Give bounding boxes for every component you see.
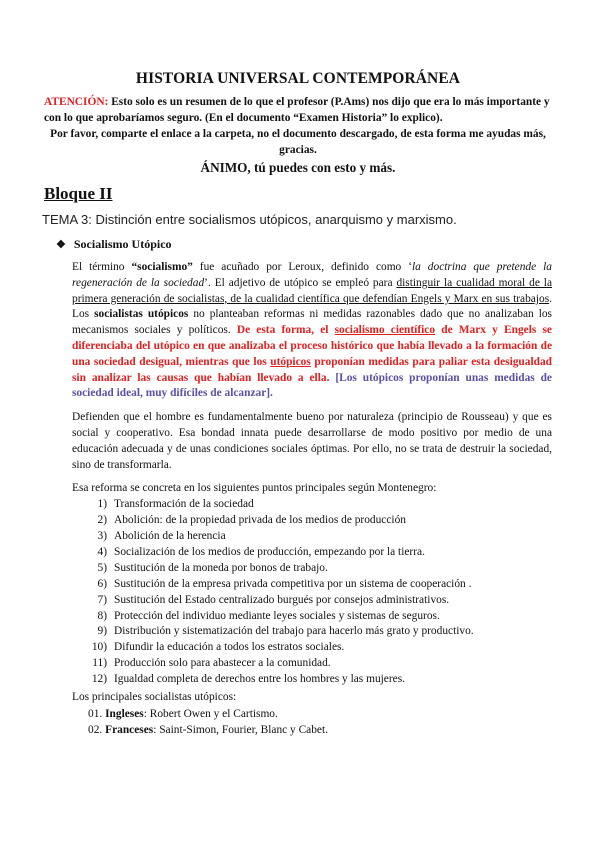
bloque-heading: Bloque II: [44, 184, 113, 203]
text-run: no planteaban reformas ni medidas razonables dado que no analizaban los mecanismos sociales y políticos.: [72, 308, 552, 337]
paragraph-socialismo: [72, 260, 552, 402]
list-item: 3) Abolición de la herencia: [97, 529, 226, 542]
tema-heading: TEMA 3: Distinción entre socialismos utópicos, anarquismo y marxismo.: [42, 212, 457, 227]
red-run: de Marx y Engels se diferenciaba del utópico en que analizaba el proceso histórico que había llevado a la formación de una sociedad desigual, mientras que los: [72, 324, 552, 368]
paragraph-bondad: Defienden que el hombre es fundamentalmente bueno por naturaleza (principio de Rousseau) y que es social y cooperativo. Esa bondad innata puede desarrollarse de modo positivo por medio de una educación adecuada y de unas condiciones sociales óptimas. Por ello, no se trata de destruir la sociedad, sino de transformarla.: [72, 411, 552, 471]
diamond-bullet-icon: ❖: [56, 239, 66, 251]
document-page: [44, 70, 552, 738]
points-intro: Esa reforma se concreta en los siguientes puntos principales según Montenegro:: [72, 482, 437, 495]
list-item: 4) Socialización de los medios de producción, empezando por la tierra.: [97, 545, 425, 558]
list-item: 12) Igualdad completa de derechos entre los hombres y las mujeres.: [91, 673, 405, 686]
list-item: 10) Difundir la educación a todos los estratos sociales.: [91, 641, 345, 654]
authors-list: [88, 706, 552, 738]
red-underlined-run: socialismo científico: [334, 324, 436, 337]
text-run: El término: [72, 261, 132, 273]
list-item: 2) Abolición: de la propiedad privada de los medios de producción: [97, 514, 406, 527]
text-run: . Los: [72, 292, 552, 321]
notice-paragraph: [44, 94, 552, 126]
list-item: 02. Franceses: Saint-Simon, Fourier, Blanc y Cabet.: [88, 723, 329, 736]
list-item: 5) Sustitución de la moneda por bonos de trabajo.: [97, 561, 328, 574]
list-item: 7) Sustitución del Estado centralizado burgués por consejos administrativos.: [97, 593, 450, 606]
list-item: 6) Sustitución de la empresa privada competitiva por un sistema de cooperación .: [97, 577, 472, 590]
encouragement: ÁNIMO, tú puedes con esto y más.: [200, 160, 396, 175]
text-run: fue acuñado por Leroux, definido como ‘: [192, 261, 412, 273]
list-item: 9) Distribución y sistematización del trabajo para hacerlo más grato y productivo.: [97, 625, 474, 638]
underlined-run: distinguir la cualidad moral de la primera generación de socialistas, de la cualidad científica que defendían Engels y Marx en sus trabajos: [72, 276, 553, 305]
notice-label: ATENCIÓN:: [44, 96, 109, 108]
notice-text: Esto solo es un resumen de lo que el profesor (P.Ams) nos dijo que era lo más importante y con lo que aprobaríamos seguro. (En el documento “Examen Historia” lo explico).: [44, 96, 550, 124]
list-item: 01. Ingleses: Robert Owen y el Cartismo.: [88, 707, 278, 720]
authors-intro: Los principales socialistas utópicos:: [72, 691, 237, 704]
share-request: Por favor, comparte el enlace a la carpeta, no el documento descargado, de esta forma me ayudas más, gracias.: [50, 128, 546, 156]
list-item: 1) Transformación de la sociedad: [97, 498, 254, 511]
bold-run: “socialismo”: [131, 261, 193, 273]
points-list: [88, 497, 552, 688]
purple-note: [Los utópicos proponían unas medidas de sociedad ideal, muy difíciles de alcanzar].: [72, 371, 552, 400]
italic-quote: la doctrina que pretende la regeneración de la sociedad: [72, 261, 552, 289]
section-heading: [56, 237, 552, 252]
bold-run: socialistas utópicos: [94, 308, 189, 321]
red-run: De esta forma, el: [236, 324, 335, 337]
section-title: Socialismo Utópico: [73, 237, 172, 251]
list-item: 8) Protección del individuo mediante leyes sociales y sistemas de seguros.: [97, 609, 440, 622]
red-run: proponían medidas para paliar esta desigualdad sin analizar las causas que habían llevado a ella.: [72, 355, 552, 384]
page-title: HISTORIA UNIVERSAL CONTEMPORÁNEA: [135, 70, 461, 87]
text-run: ’. El adjetivo de utópico se empleó para: [204, 276, 397, 289]
red-underlined-run: utópicos: [270, 355, 311, 368]
list-item: 11) Producción solo para abastecer a la comunidad.: [92, 657, 331, 670]
